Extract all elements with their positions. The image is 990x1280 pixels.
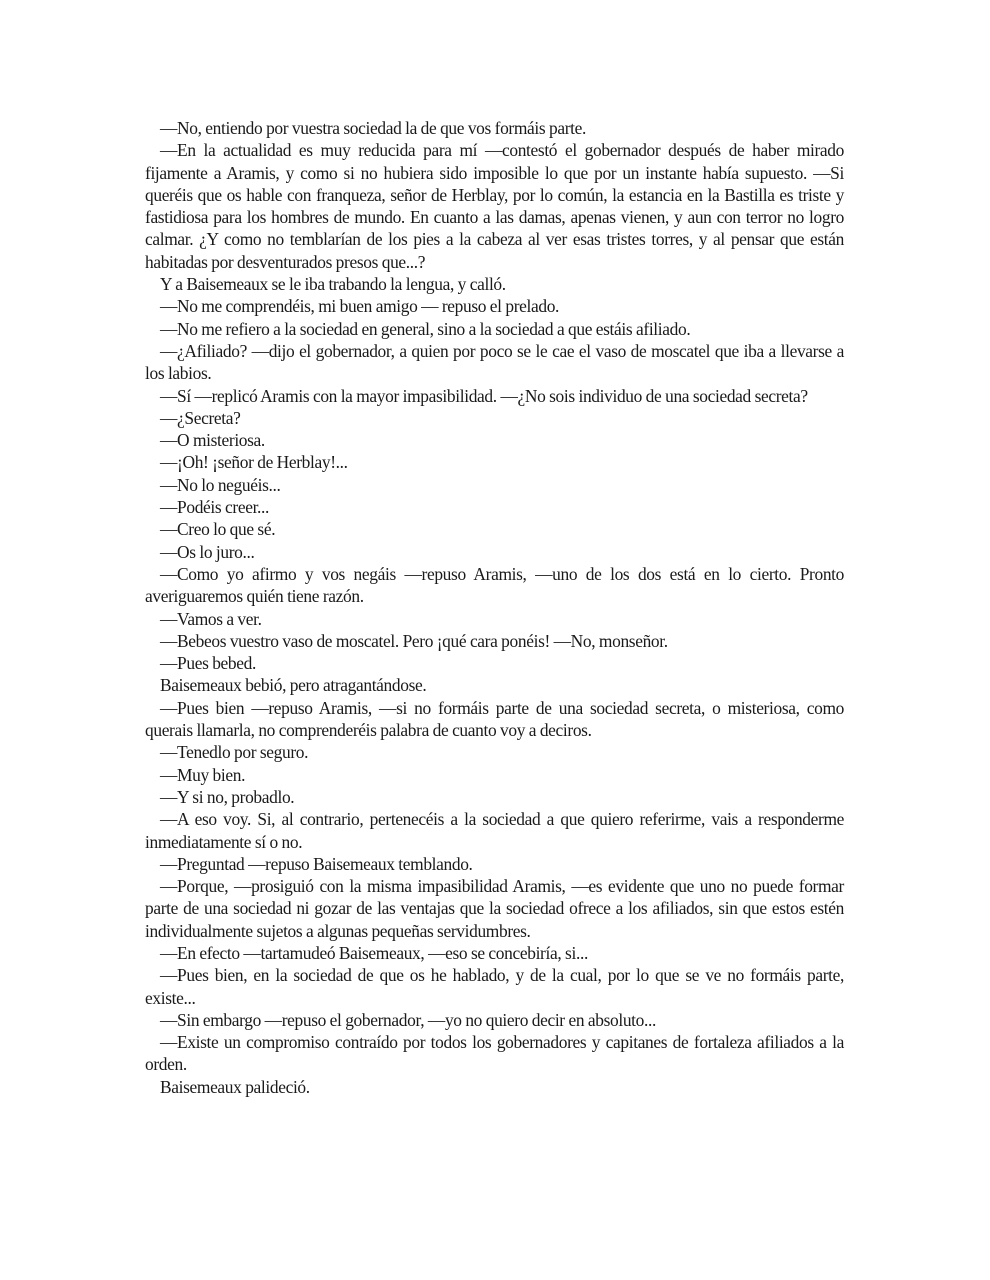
paragraph: —Pues bien —repuso Aramis, —si no formáis parte de una sociedad secreta, o misteriosa, como querais llamarla, no comprenderéis palabra de cuanto voy a deciros. [145,697,844,741]
paragraph: —Como yo afirmo y vos negáis —repuso Aramis, —uno de los dos está en lo cierto. Pronto averiguaremos quién tiene razón. [145,563,844,607]
paragraph: —¿Afiliado? —dijo el gobernador, a quien por poco se le cae el vaso de moscatel que iba a llevarse a los labios. [145,340,844,384]
paragraph: —Existe un compromiso contraído por todos los gobernadores y capitanes de fortaleza afiliados a la orden. [145,1032,844,1075]
paragraph: Baisemeaux bebió, pero atragantándose. [160,675,427,696]
paragraph: —Porque, —prosiguió con la misma impasibilidad Aramis, —es evidente que uno no puede formar parte de una sociedad ni gozar de las ventajas que la sociedad ofrece a los afiliados, sin que estos estén individualmente sujetos a algunas pequeñas servidumbres. [145,876,844,941]
paragraph: —¿Secreta? [160,407,241,428]
paragraph: —Tenedlo por seguro. [160,742,309,763]
paragraph: —No me comprendéis, mi buen amigo — repuso el prelado. [160,296,560,317]
paragraph: —A eso voy. Si, al contrario, pertenecéis a la sociedad a que quiero referirme, vais a responderme inmediatamente sí o no. [145,809,844,852]
paragraph: —En efecto —tartamudeó Baisemeaux, —eso se concebiría, si... [160,942,588,963]
paragraph: —Preguntad —repuso Baisemeaux temblando. [160,853,473,874]
paragraph: —Sí —replicó Aramis con la mayor impasibilidad. —¿No sois individuo de una sociedad secreta? [160,385,808,406]
paragraph: —Vamos a ver. [160,608,262,629]
paragraph: —Pues bebed. [160,653,256,674]
paragraph: —No, entiendo por vuestra sociedad la de que vos formáis parte. [160,118,587,138]
paragraph: —O misteriosa. [160,430,265,451]
paragraph: —Os lo juro... [160,541,255,562]
paragraph: Baisemeaux palideció. [160,1076,310,1097]
document-page [145,117,844,1098]
paragraph: —No lo neguéis... [160,474,281,495]
paragraph: —No me refiero a la sociedad en general, sino a la sociedad a que estáis afiliado. [160,318,691,339]
paragraph: —Bebeos vuestro vaso de moscatel. Pero ¡qué cara ponéis! —No, monseñor. [160,630,668,651]
paragraph: —Podéis creer... [160,497,270,518]
paragraph: —¡Oh! ¡señor de Herblay!... [160,452,348,473]
paragraph: —Creo lo que sé. [160,519,276,540]
paragraph: Y a Baisemeaux se le iba trabando la lengua, y calló. [160,274,506,295]
paragraph: —En la actualidad es muy reducida para mí —contestó el gobernador después de haber mirado fijamente a Aramis, y como si no hubiera sido imposible lo que por un instante había supuesto. —Si queréis que os hable con franqueza, señor de Herblay, por lo común, la estancia en la Bastilla es triste y fastidiosa para los hombres de mundo. En cuanto a las damas, apenas vienen, y aun con terror no logro calmar. ¿Y como no temblarían de los pies a la cabeza al ver esas tristes torres, y al pensar que están habitadas por desventurados presos que...? [145,140,844,272]
paragraph: —Sin embargo —repuso el gobernador, —yo no quiero decir en absoluto... [160,1009,656,1030]
paragraph: —Y si no, probadlo. [160,786,295,807]
paragraph: —Pues bien, en la sociedad de que os he hablado, y de la cual, por lo que se ve no formáis parte, existe... [145,965,844,1008]
paragraph: —Muy bien. [160,764,246,785]
